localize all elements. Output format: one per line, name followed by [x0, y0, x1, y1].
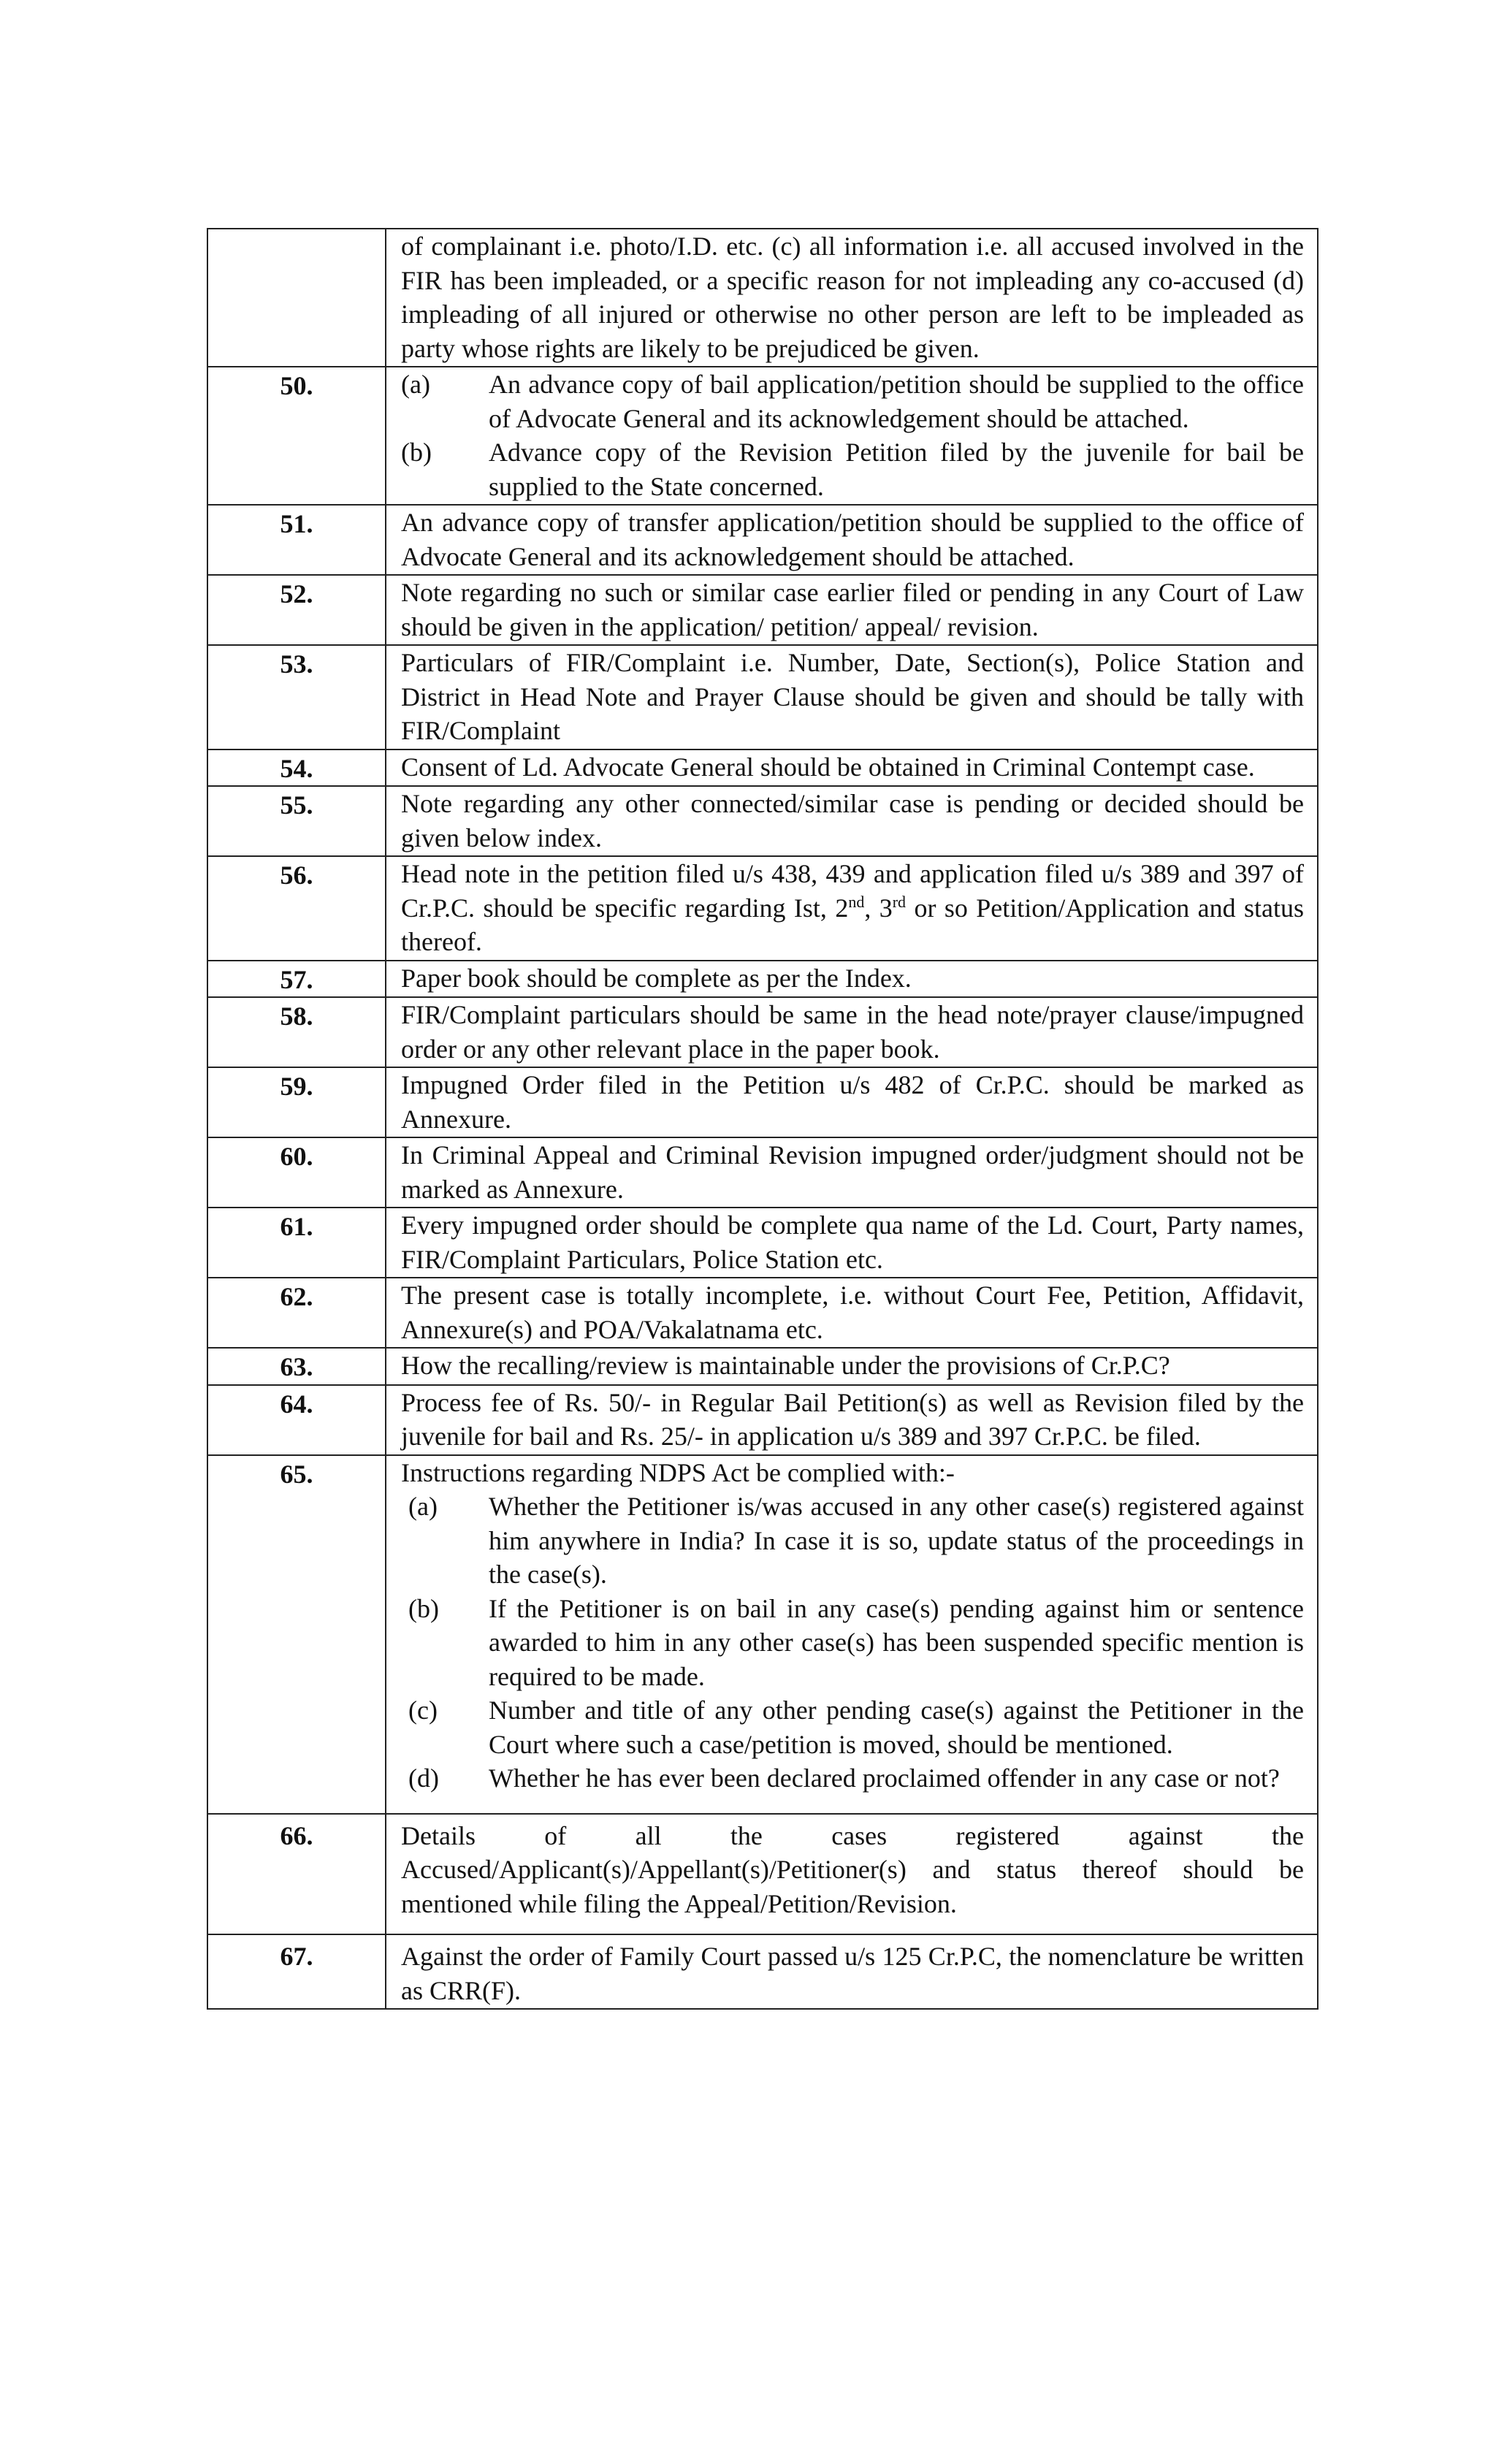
- row-text: [386, 750, 1318, 787]
- row-text: [386, 1348, 1318, 1385]
- table-row: [207, 961, 1318, 998]
- sub-item-text: Advance copy of the Revision Petition filed by the juvenile for bail be supplied to the State concerned.: [489, 438, 1304, 501]
- row-number: 62.: [207, 1278, 386, 1348]
- row-number: 57.: [207, 961, 386, 998]
- row-text: [386, 1455, 1318, 1814]
- table-row: [207, 645, 1318, 750]
- row-paragraph: Process fee of Rs. 50/- in Regular Bail Petition(s) as well as Revision filed by the juvenile for bail and Rs. 25/- in application u/s 389 and 397 Cr.P.C. be filed.: [401, 1387, 1304, 1451]
- sub-item-label: (a): [401, 370, 430, 399]
- table-row: [207, 367, 1318, 505]
- sub-item-label: (d): [408, 1763, 439, 1793]
- row-text: [386, 1208, 1318, 1278]
- table-row: [207, 1934, 1318, 2009]
- sub-item: [401, 435, 1304, 503]
- row-number: 61.: [207, 1208, 386, 1278]
- sub-item-text: An advance copy of bail application/petition should be supplied to the office of Advocate General and its acknowledgement should be attached.: [489, 370, 1304, 433]
- sub-item: [401, 1592, 1304, 1694]
- row-number: 52.: [207, 575, 386, 645]
- sub-item-label: (b): [401, 438, 432, 467]
- row-number: 50.: [207, 367, 386, 505]
- row-number: 58.: [207, 997, 386, 1067]
- table-row: [207, 1067, 1318, 1137]
- sub-item: [401, 367, 1304, 435]
- sub-item: [401, 1761, 1304, 1796]
- row-paragraph: Against the order of Family Court passed u/s 125 Cr.P.C, the nomenclature be written as CRR(F).: [401, 1942, 1304, 2005]
- table-row: [207, 856, 1318, 961]
- row-text: [386, 645, 1318, 750]
- row-paragraph: Note regarding any other connected/similar case is pending or decided should be given below index.: [401, 789, 1304, 853]
- table-row: [207, 1208, 1318, 1278]
- row-paragraph: The present case is totally incomplete, i.e. without Court Fee, Petition, Affidavit, Annexure(s) and POA/Vakalatnama etc.: [401, 1281, 1304, 1344]
- table-row: [207, 505, 1318, 575]
- row-text: [386, 367, 1318, 505]
- row-text: [386, 575, 1318, 645]
- row-paragraph: Particulars of FIR/Complaint i.e. Number, Date, Section(s), Police Station and District in Head Note and Prayer Clause should be given and should be tally with FIR/Complaint: [401, 648, 1304, 745]
- row-number: 54.: [207, 750, 386, 787]
- row-number: 56.: [207, 856, 386, 961]
- row-paragraph: Note regarding no such or similar case earlier filed or pending in any Court of Law should be given in the application/ petition/ appeal/ revision.: [401, 578, 1304, 641]
- row-paragraph: In Criminal Appeal and Criminal Revision impugned order/judgment should not be marked as Annexure.: [401, 1140, 1304, 1204]
- sub-item-text: If the Petitioner is on bail in any case(s) pending against him or sentence awarded to him in any other case(s) has been suspended specific mention is required to be made.: [489, 1593, 1304, 1691]
- ordinal-suffix: rd: [892, 892, 907, 911]
- row-text: [386, 1385, 1318, 1455]
- sub-item: [401, 1693, 1304, 1761]
- checklist-table: [207, 228, 1318, 2010]
- row-paragraph: of complainant i.e. photo/I.D. etc. (c) all information i.e. all accused involved in the FIR has been impleaded, or a specific reason for not impleading any co-accused (d) impleading of all injured or otherwise no other person are left to be impleaded as party whose rights are likely to be prejudiced be given.: [401, 232, 1304, 363]
- table-row: [207, 750, 1318, 787]
- row-text: [386, 1278, 1318, 1348]
- row-text: [386, 961, 1318, 998]
- row-text: [386, 1814, 1318, 1935]
- sub-item-text: Number and title of any other pending case(s) against the Petitioner in the Court where such a case/petition is moved, should be mentioned.: [489, 1696, 1304, 1759]
- row-text: [386, 1137, 1318, 1208]
- row-number: 65.: [207, 1455, 386, 1814]
- row-paragraph: Every impugned order should be complete qua name of the Ld. Court, Party names, FIR/Complaint Particulars, Police Station etc.: [401, 1210, 1304, 1274]
- row-number: 66.: [207, 1814, 386, 1935]
- sub-item-label: (c): [408, 1696, 438, 1725]
- row-number: 60.: [207, 1137, 386, 1208]
- table-row: [207, 229, 1318, 367]
- row-text: [386, 856, 1318, 961]
- table-row: [207, 1348, 1318, 1385]
- row-number: [207, 229, 386, 367]
- sub-item-text: Whether he has ever been declared proclaimed offender in any case or not?: [489, 1763, 1280, 1793]
- row-text: [386, 997, 1318, 1067]
- ordinal-suffix: nd: [848, 892, 865, 911]
- row-number: 51.: [207, 505, 386, 575]
- row-number: 64.: [207, 1385, 386, 1455]
- row-number: 63.: [207, 1348, 386, 1385]
- row-paragraph: Consent of Ld. Advocate General should be obtained in Criminal Contempt case.: [401, 752, 1255, 782]
- text-part: or so Petition/Application and status thereof.: [401, 893, 1305, 956]
- sub-item-label: (b): [408, 1593, 439, 1623]
- row-number: 55.: [207, 786, 386, 856]
- row-text: [386, 1934, 1318, 2009]
- text-part: Head note in the petition filed u/s 438, 439 and application filed u/s 389 and 397 of Cr.P.C. should be specific regarding Ist, 2: [401, 859, 1304, 923]
- row-number: 67.: [207, 1934, 386, 2009]
- sub-item-text: Whether the Petitioner is/was accused in any other case(s) registered against him anywhere in India? In case it is so, update status of the proceedings in the case(s).: [489, 1492, 1304, 1589]
- row-paragraph: [401, 857, 1304, 959]
- row-paragraph: An advance copy of transfer application/petition should be supplied to the office of Advocate General and its acknowledgement should be attached.: [401, 508, 1304, 571]
- row-paragraph: Instructions regarding NDPS Act be complied with:-: [401, 1457, 955, 1487]
- table-row: [207, 1385, 1318, 1455]
- sub-item-label: (a): [408, 1492, 438, 1521]
- table-row: [207, 575, 1318, 645]
- row-text: [386, 786, 1318, 856]
- row-text: [386, 505, 1318, 575]
- table-row: [207, 1278, 1318, 1348]
- text-part: , 3: [864, 893, 893, 923]
- row-paragraph: Impugned Order filed in the Petition u/s 482 of Cr.P.C. should be marked as Annexure.: [401, 1070, 1304, 1134]
- row-paragraph: FIR/Complaint particulars should be same in the head note/prayer clause/impugned order or any other relevant place in the paper book.: [401, 1000, 1304, 1064]
- table-row: [207, 1455, 1318, 1814]
- row-text: [386, 1067, 1318, 1137]
- table-row: [207, 1814, 1318, 1935]
- row-number: 53.: [207, 645, 386, 750]
- row-paragraph: How the recalling/review is maintainable under the provisions of Cr.P.C?: [401, 1351, 1170, 1380]
- table-row: [207, 997, 1318, 1067]
- row-text: [386, 229, 1318, 367]
- sub-item: [401, 1490, 1304, 1592]
- row-number: 59.: [207, 1067, 386, 1137]
- table-row: [207, 786, 1318, 856]
- table-row: [207, 1137, 1318, 1208]
- row-paragraph: Paper book should be complete as per the Index.: [401, 963, 912, 993]
- row-paragraph: Details of all the cases registered against the Accused/Applicant(s)/Appellant(s)/Petitioner(s) and status thereof should be mentioned while filing the Appeal/Petition/Revision.: [401, 1820, 1304, 1918]
